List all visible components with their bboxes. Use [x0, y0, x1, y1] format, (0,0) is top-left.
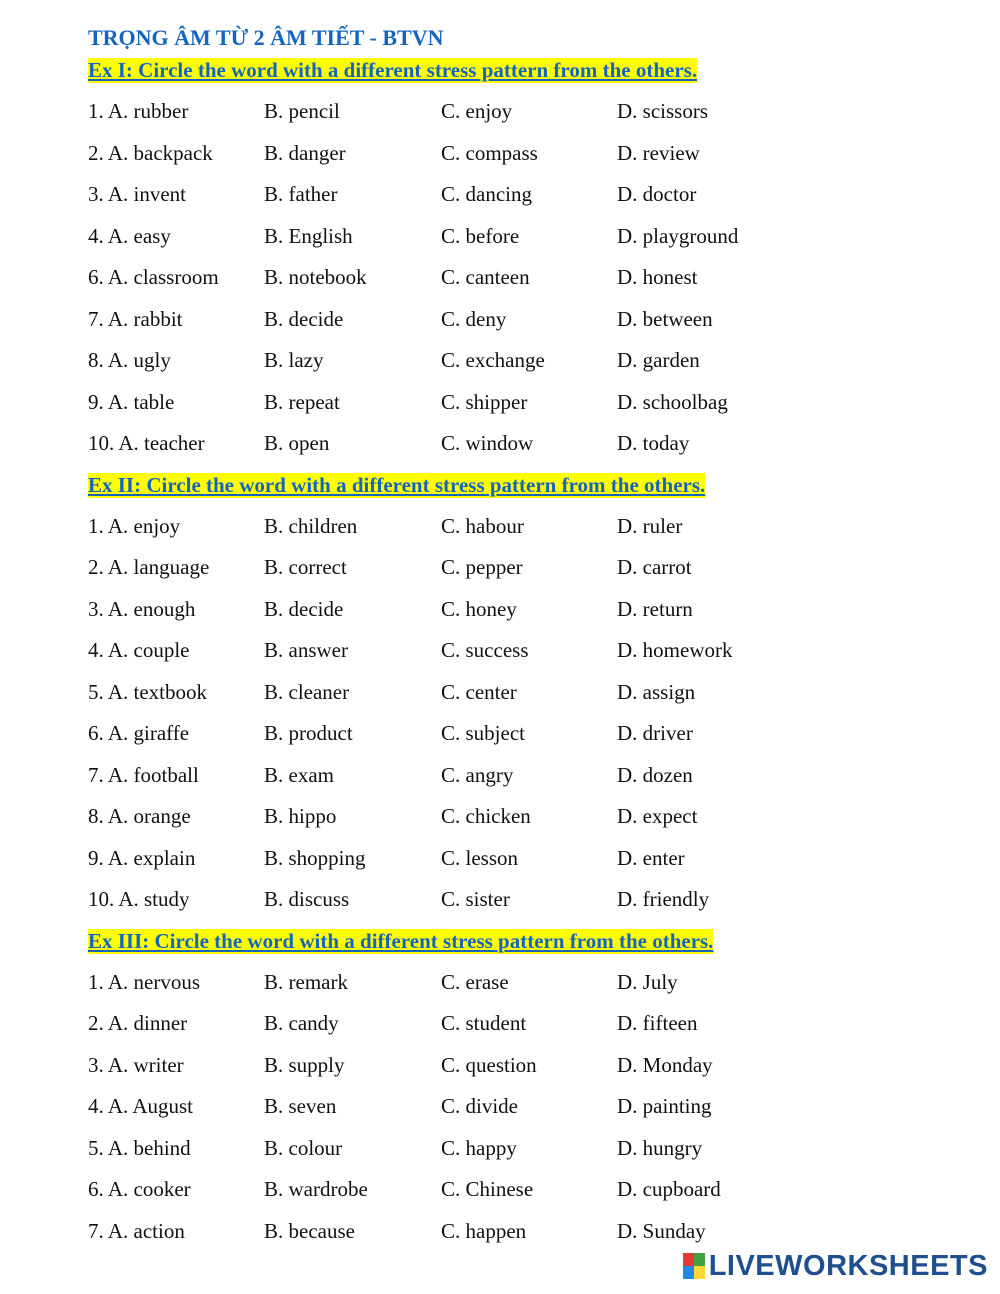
answer-option: D. garden [617, 348, 700, 372]
answer-option: D. scissors [617, 99, 709, 123]
answer-option: D. honest [617, 265, 698, 289]
answer-option: C. success [441, 638, 529, 662]
answer-option: C. pepper [441, 555, 523, 579]
answer-option: B. correct [264, 555, 347, 579]
answer-option: 3. A. enough [88, 596, 196, 621]
question-row [88, 1128, 968, 1170]
answer-option: 10. A. teacher [88, 431, 205, 455]
answer-option: C. habour [441, 513, 524, 538]
answer-option: C. lesson [441, 845, 519, 870]
exercise-heading: Ex I: Circle the word with a different stress pattern from the others. [88, 58, 698, 82]
answer-option: D. July [617, 969, 678, 994]
answer-option: D. playground [617, 223, 739, 248]
answer-option: D. Monday [617, 1052, 713, 1077]
question-row [88, 1086, 968, 1128]
question-row [88, 838, 968, 880]
answer-option: D. between [617, 306, 713, 331]
answer-option: 10. A. study [88, 887, 190, 911]
answer-option: B. notebook [264, 265, 367, 289]
page-title: TRỌNG ÂM TỪ 2 ÂM TIẾT - BTVN [88, 25, 444, 50]
answer-option: 6. A. classroom [88, 265, 219, 289]
question-row [88, 133, 968, 175]
question-row [88, 216, 968, 258]
answer-option: C. sister [441, 887, 510, 911]
answer-option: C. honey [441, 596, 517, 621]
answer-option: D. carrot [617, 555, 692, 579]
answer-option: B. children [264, 513, 358, 538]
answer-option: C. shipper [441, 389, 528, 414]
answer-option: B. remark [264, 969, 348, 994]
answer-option: 4. A. couple [88, 638, 190, 662]
answer-option: C. divide [441, 1094, 518, 1118]
answer-option: 8. A. orange [88, 804, 191, 828]
answer-option: D. today [617, 431, 690, 455]
answer-option: D. enter [617, 845, 685, 870]
liveworksheets-logo [683, 1250, 988, 1282]
answer-option: B. shopping [264, 845, 366, 870]
question-row [88, 340, 968, 382]
question-row [88, 1169, 968, 1211]
answer-option: B. cleaner [264, 679, 350, 704]
answer-option: B. seven [264, 1094, 337, 1118]
answer-option: 5. A. textbook [88, 679, 207, 704]
answer-option: C. question [441, 1052, 537, 1077]
answer-option: D. hungry [617, 1135, 703, 1160]
answer-option: B. because [264, 1218, 355, 1243]
answer-option: 4. A. August [88, 1094, 194, 1118]
question-row [88, 879, 968, 921]
question-row [88, 962, 968, 1004]
answer-option: D. expect [617, 804, 698, 828]
answer-option: B. hippo [264, 804, 337, 828]
answer-option: C. canteen [441, 265, 530, 289]
logo-text: LIVEWORKSHEETS [708, 1250, 988, 1282]
answer-option: D. ruler [617, 513, 683, 538]
answer-option: 1. A. rubber [88, 99, 189, 123]
answer-option: C. student [441, 1011, 527, 1035]
answer-option: D. dozen [617, 762, 693, 787]
answer-option: B. open [264, 431, 330, 455]
answer-option: C. compass [441, 140, 538, 165]
answer-option: B. answer [264, 638, 348, 662]
answer-option: 2. A. backpack [88, 140, 213, 165]
answer-option: C. chicken [441, 804, 531, 828]
question-row [88, 382, 968, 424]
answer-option: C. enjoy [441, 99, 513, 123]
answer-option: D. friendly [617, 887, 710, 911]
question-row [88, 174, 968, 216]
question-row [88, 1045, 968, 1087]
exercise-heading: Ex II: Circle the word with a different stress pattern from the others. [88, 472, 706, 497]
exercise-heading: Ex III: Circle the word with a different stress pattern from the others. [88, 928, 714, 953]
exercise-section [88, 921, 968, 1253]
answer-option: C. before [441, 223, 520, 248]
answer-option: B. decide [264, 306, 344, 331]
exercise-section [88, 465, 968, 921]
answer-option: B. English [264, 223, 353, 248]
answer-option: 2. A. language [88, 555, 210, 579]
question-row [88, 1003, 968, 1045]
answer-option: 4. A. easy [88, 223, 171, 248]
answer-option: C. center [441, 679, 517, 704]
answer-option: B. candy [264, 1011, 339, 1035]
answer-option: B. decide [264, 596, 344, 621]
answer-option: C. subject [441, 721, 525, 745]
answer-option: C. erase [441, 969, 509, 994]
answer-option: 3. A. invent [88, 182, 186, 206]
answer-option: C. angry [441, 762, 514, 787]
answer-option: C. Chinese [441, 1177, 534, 1201]
answer-option: D. return [617, 596, 693, 621]
answer-option: 6. A. cooker [88, 1177, 191, 1201]
question-row [88, 299, 968, 341]
answer-option: D. schoolbag [617, 389, 728, 414]
liveworksheets-logo-icon [683, 1253, 705, 1279]
answer-option: D. assign [617, 679, 696, 704]
answer-option: 3. A. writer [88, 1052, 184, 1077]
worksheet-document [88, 20, 968, 1252]
question-row [88, 506, 968, 548]
answer-option: C. deny [441, 306, 507, 331]
answer-option: B. danger [264, 140, 346, 165]
answer-option: B. product [264, 721, 353, 745]
answer-option: 9. A. explain [88, 845, 196, 870]
answer-option: C. happen [441, 1218, 527, 1243]
question-row [88, 796, 968, 838]
answer-option: B. discuss [264, 887, 350, 911]
answer-option: 5. A. behind [88, 1135, 191, 1160]
question-row [88, 423, 968, 465]
answer-option: B. exam [264, 762, 334, 787]
answer-option: D. Sunday [617, 1218, 706, 1243]
answer-option: 6. A. giraffe [88, 721, 190, 745]
answer-option: 1. A. nervous [88, 969, 200, 994]
question-row [88, 630, 968, 672]
answer-option: 9. A. table [88, 389, 175, 414]
answer-option: D. doctor [617, 182, 697, 206]
question-row [88, 713, 968, 755]
answer-option: 8. A. ugly [88, 348, 171, 372]
answer-option: 7. A. rabbit [88, 306, 183, 331]
question-row [88, 672, 968, 714]
answer-option: 7. A. football [88, 762, 199, 787]
answer-option: D. homework [617, 638, 733, 662]
answer-option: D. cupboard [617, 1177, 721, 1201]
question-row [88, 755, 968, 797]
answer-option: B. lazy [264, 348, 324, 372]
answer-option: 2. A. dinner [88, 1011, 188, 1035]
answer-option: C. happy [441, 1135, 517, 1160]
answer-option: C. exchange [441, 348, 545, 372]
answer-option: B. repeat [264, 389, 340, 414]
exercise-sections [88, 58, 968, 1252]
answer-option: D. review [617, 140, 700, 165]
answer-option: C. dancing [441, 182, 532, 206]
question-row [88, 547, 968, 589]
answer-option: 1. A. enjoy [88, 513, 181, 538]
answer-option: 7. A. action [88, 1218, 185, 1243]
answer-option: B. father [264, 182, 338, 206]
answer-option: B. supply [264, 1052, 345, 1077]
answer-option: B. colour [264, 1135, 343, 1160]
question-row [88, 257, 968, 299]
question-row [88, 91, 968, 133]
answer-option: D. driver [617, 721, 693, 745]
exercise-section [88, 58, 968, 465]
answer-option: B. pencil [264, 99, 340, 123]
answer-option: C. window [441, 431, 534, 455]
answer-option: D. painting [617, 1094, 712, 1118]
answer-option: D. fifteen [617, 1011, 698, 1035]
question-row [88, 1211, 968, 1253]
question-row [88, 589, 968, 631]
answer-option: B. wardrobe [264, 1177, 368, 1201]
